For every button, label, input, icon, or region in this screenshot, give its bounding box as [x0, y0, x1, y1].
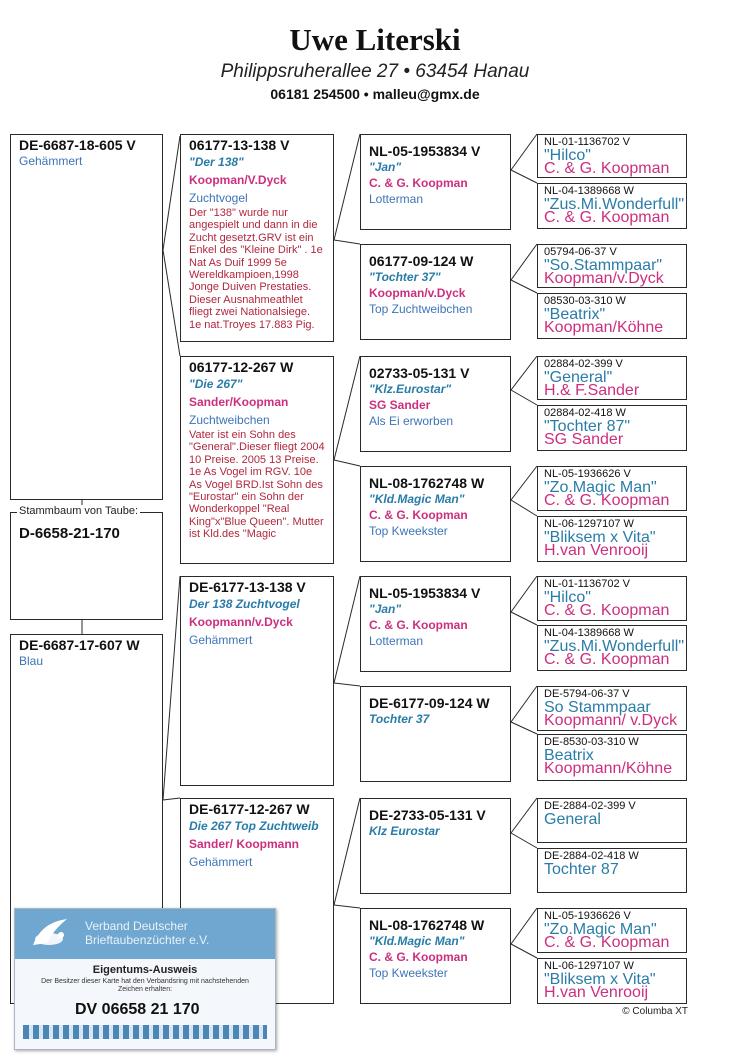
ggp-name: Klz Eurostar [369, 824, 440, 838]
gggp-ring: NL-04-1389668 W [544, 627, 634, 639]
gggp-name: "Beatrix" [544, 306, 606, 323]
gggp-breeder: C. & G. Koopman [544, 160, 670, 177]
gg-grandparent-card[interactable] [537, 244, 687, 288]
ggp-info: Lotterman [369, 634, 424, 648]
card-org [85, 919, 209, 947]
ownership-card [14, 908, 276, 1050]
gp-description: Der "138" wurde nur angespielt und dann in die Zucht gesetzt.GRV ist ein Enkel des "Kleine Dirk" . 1e Nat As Duif 1999 5e Wereldkampioen,1998 Jonge Duiven Prestaties. Dieser Ausnahmeathlet fliegt zwei Nationalsiege. 1e nat.Troyes 17.883 Pig. [189, 207, 323, 331]
ggp-info: Top Kweekster [369, 966, 448, 980]
ggp-info: Als Ei erworben [369, 414, 454, 428]
gggp-breeder: Koopmann/ v.Dyck [544, 712, 678, 729]
gp-name: "Die 267" [189, 377, 243, 391]
subject-label: Stammbaum von Taube: [19, 505, 139, 517]
gggp-ring: NL-05-1936626 V [544, 910, 631, 922]
gp-ring: 06177-13-138 V [189, 137, 290, 153]
gggp-breeder: H.& F.Sander [544, 382, 640, 399]
gg-grandparent-card[interactable] [537, 625, 687, 671]
gg-grandparent-card[interactable] [537, 466, 687, 511]
ggp-ring: NL-08-1762748 W [369, 917, 485, 933]
great-grandparent-card[interactable] [360, 686, 511, 782]
breeder-address: Philippsruherallee 27 • 63454 Hanau [220, 61, 530, 82]
mother-color: Blau [19, 654, 44, 668]
gp-breeder: Sander/ Koopmann [189, 837, 300, 851]
gp-ring: 06177-12-267 W [189, 359, 294, 375]
breeder-contact: 06181 254500 • malleu@gmx.de [270, 86, 480, 102]
gp-ring: DE-6177-13-138 V [189, 579, 306, 595]
gggp-ring: DE-5794-06-37 V [544, 688, 630, 700]
father-ring: DE-6687-18-605 V [19, 137, 136, 153]
gp-description: Vater ist ein Sohn des "General".Dieser fliegt 2004 10 Preise. 2005 13 Preise. 1e As Vogel im RGV. 10e As Vogel BRD.Ist Sohn des "Eurostar" ein Sohn der Wonderkoppel "Real King"x"Blue Queen". Mutter ist Kld.des "Magic [189, 429, 325, 541]
gggp-ring: NL-06-1297107 W [544, 960, 634, 972]
gp-info: Gehämmert [189, 633, 253, 647]
gg-grandparent-card[interactable] [537, 686, 687, 731]
card-org-line1: Verband Deutscher [85, 919, 188, 933]
ggp-ring: DE-6177-09-124 W [369, 695, 490, 711]
gp-info: Zuchtvogel [189, 191, 248, 205]
gp-info: Gehämmert [189, 855, 253, 869]
gg-grandparent-card[interactable] [537, 576, 687, 621]
gggp-ring: NL-01-1136702 V [544, 578, 631, 590]
gggp-breeder: C. & G. Koopman [544, 934, 670, 951]
gggp-breeder: Koopman/Köhne [544, 319, 664, 336]
gggp-name: "Bliksem x Vita" [544, 971, 656, 988]
great-grandparent-card[interactable] [360, 798, 511, 894]
gg-grandparent-card[interactable] [537, 734, 687, 781]
gggp-breeder: C. & G. Koopman [544, 651, 670, 668]
breeder-name: Uwe Literski [289, 22, 461, 57]
ggp-ring: 06177-09-124 W [369, 253, 474, 269]
mother-ring: DE-6687-17-607 W [19, 637, 140, 653]
gggp-ring: DE-2884-02-418 W [544, 850, 639, 862]
gp-breeder: Sander/Koopman [189, 395, 289, 409]
card-pattern-strip [23, 1025, 267, 1039]
gg-grandparent-card[interactable] [537, 134, 687, 178]
great-grandparent-card[interactable] [360, 244, 511, 340]
great-grandparent-card[interactable] [360, 908, 511, 1004]
gggp-name: "Zus.Mi.Wonderfull" [544, 638, 684, 655]
gggp-name: So Stammpaar [544, 699, 651, 716]
gggp-name: "General" [544, 369, 613, 386]
gggp-name: "Zo.Magic Man" [544, 479, 657, 496]
grandparent-card[interactable] [180, 134, 334, 342]
ggp-name: "Kld.Magic Man" [369, 492, 465, 506]
gg-grandparent-card[interactable] [537, 848, 687, 893]
gggp-name: "So.Stammpaar" [544, 257, 663, 274]
pigeon-icon [27, 915, 71, 953]
ggp-breeder: Koopman/v.Dyck [369, 286, 466, 300]
ggp-ring: NL-08-1762748 W [369, 475, 485, 491]
gp-ring: DE-6177-12-267 W [189, 801, 310, 817]
footer-credit: © Columba XT [622, 1006, 688, 1017]
ggp-ring: NL-05-1953834 V [369, 143, 481, 159]
gggp-breeder: Koopman/v.Dyck [544, 270, 664, 287]
ggp-name: "Jan" [369, 602, 402, 616]
ggp-breeder: C. & G. Koopman [369, 176, 468, 190]
gggp-breeder: Koopmann/Köhne [544, 760, 673, 777]
ggp-breeder: C. & G. Koopman [369, 508, 468, 522]
ggp-breeder: C. & G. Koopman [369, 950, 468, 964]
gg-grandparent-card[interactable] [537, 356, 687, 400]
card-ring-number: DV 06658 21 170 [75, 1001, 200, 1018]
gp-breeder: Koopmann/v.Dyck [189, 615, 293, 629]
gp-name: Der 138 Zuchtvogel [189, 597, 300, 611]
ggp-ring: 02733-05-131 V [369, 365, 470, 381]
gggp-name: Beatrix [544, 747, 594, 764]
ggp-info: Top Zuchtweibchen [369, 302, 473, 316]
grandparent-card[interactable] [180, 356, 334, 564]
ggp-breeder: SG Sander [369, 398, 431, 412]
gggp-ring: NL-06-1297107 W [544, 518, 634, 530]
ggp-info: Top Kweekster [369, 524, 448, 538]
father-card[interactable] [10, 134, 163, 500]
grandparent-card[interactable] [180, 576, 334, 786]
gg-grandparent-card[interactable] [537, 405, 687, 451]
ggp-name: "Klz.Eurostar" [369, 382, 452, 396]
great-grandparent-card[interactable] [360, 134, 511, 230]
gggp-ring: NL-05-1936626 V [544, 468, 631, 480]
gggp-name: "Zus.Mi.Wonderfull" [544, 196, 684, 213]
card-description: Der Besitzer dieser Karte hat den Verbandsring mit nachstehenden Zeichen erhalten: [41, 978, 249, 993]
father-color: Gehämmert [19, 154, 83, 168]
ggp-ring: DE-2733-05-131 V [369, 807, 486, 823]
ggp-name: "Kld.Magic Man" [369, 934, 465, 948]
card-title: Eigentums-Ausweis [92, 964, 198, 976]
ggp-name: "Jan" [369, 160, 402, 174]
gg-grandparent-card[interactable] [537, 958, 687, 1004]
gggp-name: "Bliksem x Vita" [544, 529, 656, 546]
ggp-name: "Tochter 37" [369, 270, 441, 284]
gggp-name: "Hilco" [544, 147, 591, 164]
ggp-breeder: C. & G. Koopman [369, 618, 468, 632]
gggp-breeder: C. & G. Koopman [544, 209, 670, 226]
ggp-ring: NL-05-1953834 V [369, 585, 481, 601]
gggp-ring: 02884-02-399 V [544, 358, 623, 370]
subject-card[interactable] [10, 512, 163, 620]
card-org-line2: Brieftaubenzüchter e.V. [85, 933, 210, 947]
gggp-name: General [544, 811, 601, 828]
gggp-name: Tochter 87 [544, 861, 619, 878]
gg-grandparent-card[interactable] [537, 183, 687, 229]
gg-grandparent-card[interactable] [537, 798, 687, 843]
gggp-breeder: H.van Venrooij [544, 542, 649, 559]
gp-info: Zuchtweibchen [189, 413, 270, 427]
ggp-info: Lotterman [369, 192, 424, 206]
gggp-breeder: C. & G. Koopman [544, 492, 670, 509]
gggp-ring: 05794-06-37 V [544, 246, 617, 258]
gg-grandparent-card[interactable] [537, 908, 687, 953]
gggp-ring: 02884-02-418 W [544, 407, 626, 419]
gggp-breeder: C. & G. Koopman [544, 602, 670, 619]
gggp-ring: NL-04-1389668 W [544, 185, 634, 197]
gggp-name: "Zo.Magic Man" [544, 921, 657, 938]
gp-name: Die 267 Top Zuchtweib [189, 819, 319, 833]
great-grandparent-card[interactable] [360, 576, 511, 672]
ggp-name: Tochter 37 [369, 712, 430, 726]
gggp-ring: DE-8530-03-310 W [544, 736, 639, 748]
gggp-name: "Tochter 87" [544, 418, 631, 435]
subject-ring: D-6658-21-170 [19, 525, 120, 542]
gg-grandparent-card[interactable] [537, 516, 687, 562]
gggp-ring: 08530-03-310 W [544, 295, 626, 307]
gggp-ring: DE-2884-02-399 V [544, 800, 636, 812]
gp-name: "Der 138" [189, 155, 244, 169]
great-grandparent-card[interactable] [360, 356, 511, 452]
gg-grandparent-card[interactable] [537, 293, 687, 339]
gp-breeder: Koopman/V.Dyck [189, 173, 287, 187]
great-grandparent-card[interactable] [360, 466, 511, 562]
gggp-breeder: H.van Venrooij [544, 984, 649, 1001]
gggp-ring: NL-01-1136702 V [544, 136, 631, 148]
gggp-breeder: SG Sander [544, 431, 624, 448]
gggp-name: "Hilco" [544, 589, 591, 606]
